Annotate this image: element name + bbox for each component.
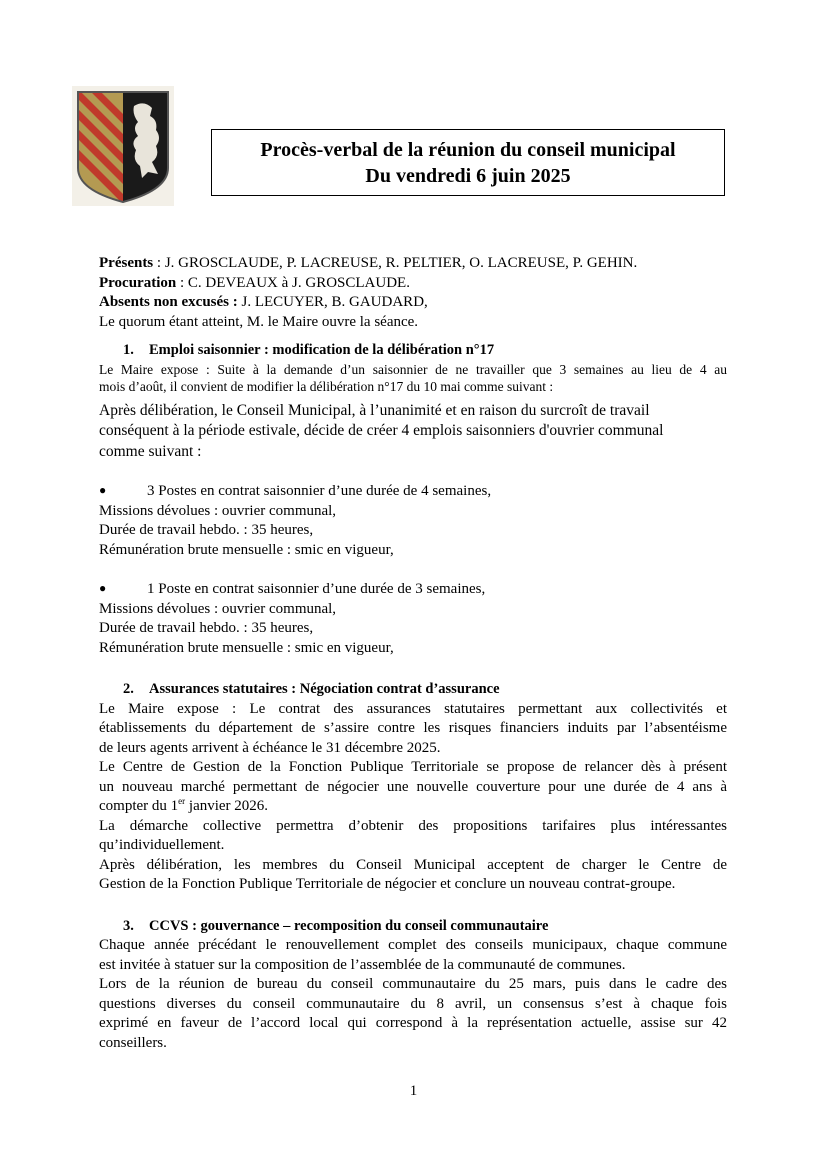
absents-value: J. LECUYER, B. GAUDARD, [237, 294, 428, 310]
presents-line [99, 254, 727, 274]
presents-value: : J. GROSCLAUDE, P. LACREUSE, R. PELTIER, O. LACREUSE, P. GEHIN. [153, 255, 638, 271]
procuration-line [99, 274, 727, 294]
presents-label: Présents [99, 255, 154, 271]
bullet-icon: ● [99, 581, 107, 595]
section-2-heading: 2. Assurances statutaires : Négociation contrat d’assurance [123, 681, 500, 697]
section-1-intro: Le Maire expose : Suite à la demande d’un saisonnier de ne travailler que 3 semaines au lieu de 4 au mois d’août, il convient de modifier la délibération n°17 du 10 mai comme suivant : [99, 361, 727, 394]
section-2-body: Le Maire expose : Le contrat des assurances statutaires permettant aux collectivités et établissements du département de s’assire contre les risques financiers induits par l’absentéisme de leurs agents arrivent à échéance le 31 décembre 2025. Le Centre de Gestion de la Fonction Publique Territoriale se propose de relancer dès à présent un nouveau marché permettant de négocier une nouvelle couverture pour une durée de 4 ans à compter du 1er janvier 2026. La démarche collective permettra d’obtenir des propositions tarifaires plus intéressantes qu’individuellement. Après délibération, les membres du Conseil Municipal acceptent de charger le Centre de Gestion de la Fonction Publique Territoriale de négocier et conclure un nouveau contrat-groupe. [99, 700, 727, 892]
section-1-heading: 1. Emploi saisonnier : modification de la délibération n°17 [123, 342, 495, 358]
document-title-box [211, 129, 725, 196]
procuration-label: Procuration [99, 274, 177, 291]
quorum-text: Le quorum étant atteint, M. le Maire ouvre la séance. [99, 313, 419, 330]
absents-label: Absents non excusés : [99, 294, 238, 310]
bullet-icon: ● [99, 483, 107, 497]
post-item: ● 1 Poste en contrat saisonnier d’une durée de 3 semaines, Missions dévolues : ouvrier communal, Durée de travail hebdo. : 35 heures, Rémunération brute mensuelle : smic en vigueur, [99, 581, 486, 656]
section-1-decision: Après délibération, le Conseil Municipal, à l’unanimité et en raison du surcroît de travail conséquent à la période estivale, décide de créer 4 emplois saisonniers d'ouvrier communal comme suivant : [99, 401, 664, 460]
section-2-title: Assurances statutaires : Négociation contrat d’assurance [149, 681, 500, 697]
coat-of-arms-logo [72, 86, 174, 206]
post-item: ● 3 Postes en contrat saisonnier d’une durée de 4 semaines, Missions dévolues : ouvrier communal, Durée de travail hebdo. : 35 heures, Rémunération brute mensuelle : smic en vigueur, [99, 483, 492, 558]
section-3-heading: 3. CCVS : gouvernance – recomposition du conseil communautaire [123, 917, 549, 934]
document-date: Du vendredi 6 juin 2025 [365, 165, 571, 187]
document-body [99, 254, 727, 1053]
section-3-body: Chaque année précédant le renouvellement complet des conseils municipaux, chaque commune est invitée à statuer sur la composition de l’assemblée de la communauté de communes. Lors de la réunion de bureau du conseil communautaire du 25 mars, puis dans le cadre des questions diverses du conseil communautaire du 8 avril, un consensus s’est à chaque fois exprimé en faveur de l’accord local qui correspond à la représentation actuelle, assise sur 42 conseillers. [99, 937, 727, 1051]
page-number: 1 [409, 1083, 418, 1099]
absents-line [99, 293, 727, 313]
document-title: Procès-verbal de la réunion du conseil municipal [260, 139, 676, 161]
procuration-value: : C. DEVEAUX à J. GROSCLAUDE. [176, 274, 410, 291]
section-1-title: Emploi saisonnier : modification de la délibération n°17 [149, 342, 495, 358]
section-3-title: CCVS : gouvernance – recomposition du conseil communautaire [149, 917, 549, 934]
